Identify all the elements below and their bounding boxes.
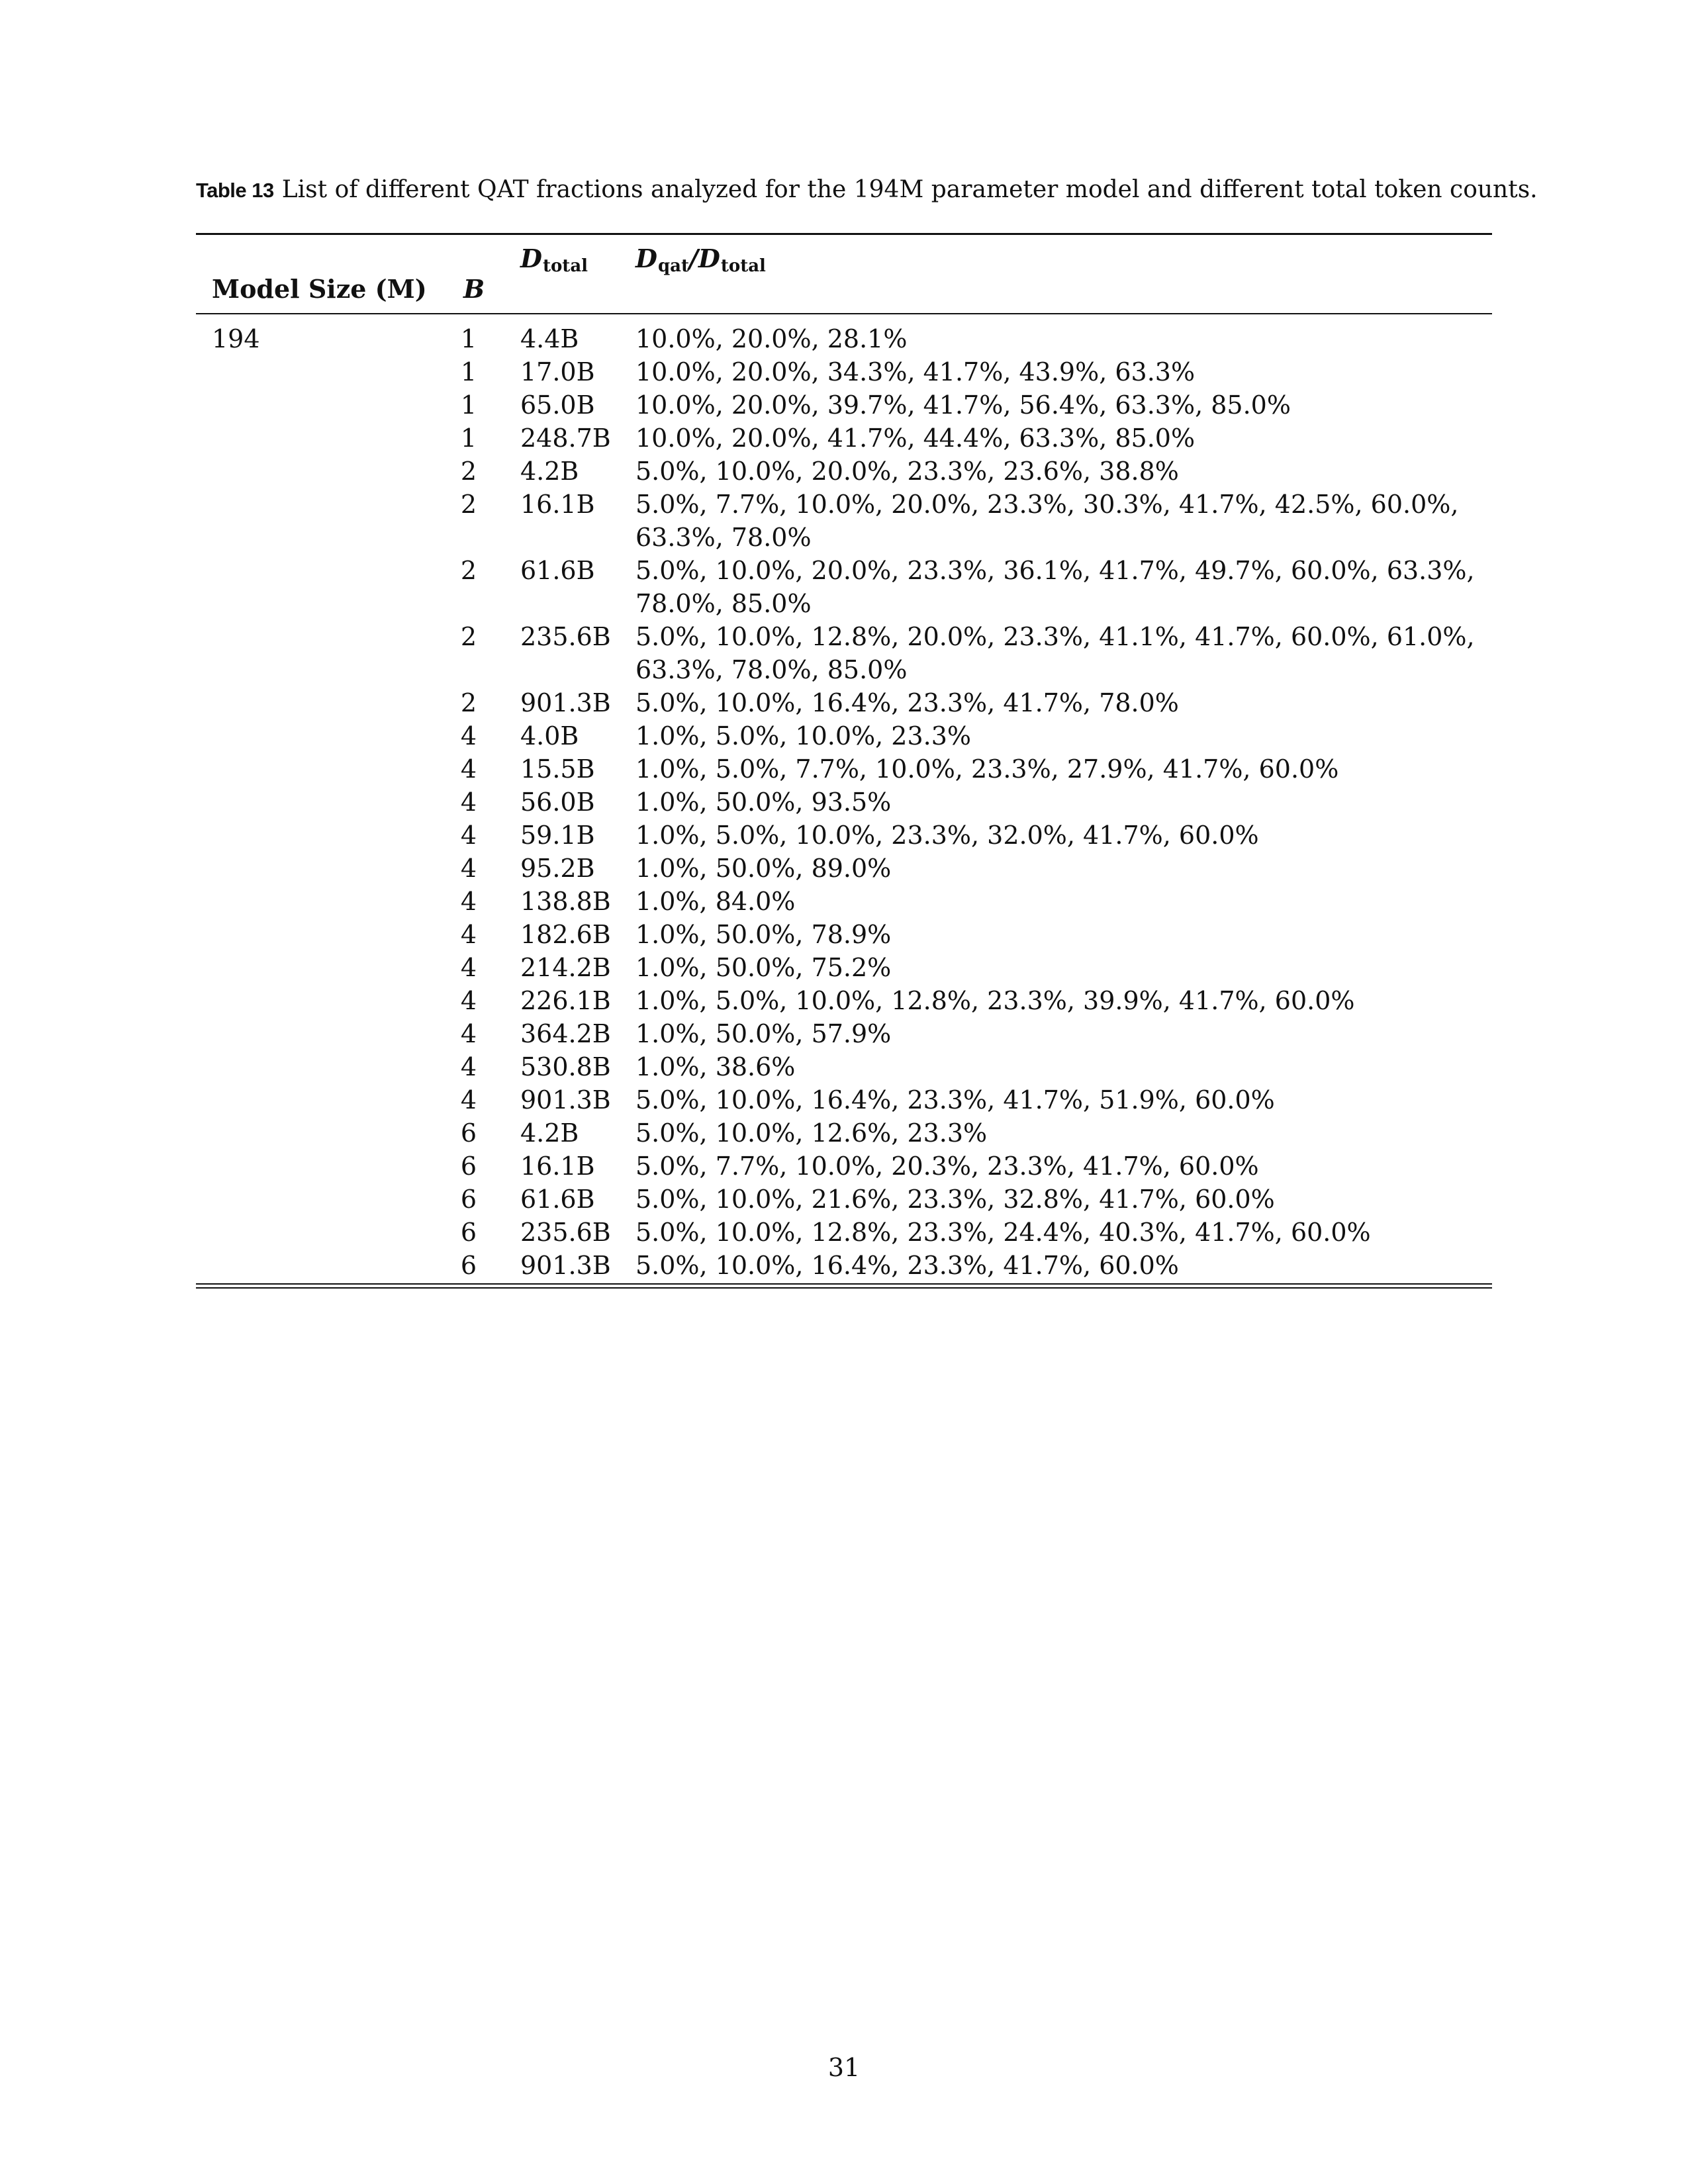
table-row xyxy=(196,1216,1492,1249)
table-row xyxy=(196,819,1492,852)
cell-bits: 2 xyxy=(460,556,477,585)
cell-bits: 4 xyxy=(460,721,477,751)
cell-bits: 4 xyxy=(460,1019,477,1048)
cell-bits: 1 xyxy=(460,324,477,353)
table-row xyxy=(196,488,1492,554)
cell-d-total: 248.7B xyxy=(520,424,611,453)
cell-bits: 4 xyxy=(460,1052,477,1081)
cell-qat-fractions: 1.0%, 5.0%, 7.7%, 10.0%, 23.3%, 27.9%, 41.7%, 60.0% xyxy=(635,754,1339,784)
cell-d-total: 364.2B xyxy=(520,1019,611,1048)
cell-d-total: 17.0B xyxy=(520,357,595,387)
header-d-total-subscript: total xyxy=(542,256,588,276)
table-caption-text: List of different QAT fractions analyzed for the 194M parameter model and different total token counts. xyxy=(281,176,1538,203)
cell-qat-fractions: 5.0%, 10.0%, 20.0%, 23.3%, 23.6%, 38.8% xyxy=(635,457,1179,486)
header-frac-separator: / xyxy=(689,244,698,273)
table-row xyxy=(196,885,1492,918)
table-row xyxy=(196,620,1492,686)
table-row xyxy=(196,852,1492,885)
cell-qat-fractions: 1.0%, 84.0% xyxy=(635,887,796,916)
cell-d-total: 95.2B xyxy=(520,854,595,883)
cell-d-total: 65.0B xyxy=(520,390,595,420)
table-bottom-rule xyxy=(196,1283,1492,1289)
cell-bits: 2 xyxy=(460,457,477,486)
table-row xyxy=(196,984,1492,1017)
cell-bits: 1 xyxy=(460,424,477,453)
cell-bits: 4 xyxy=(460,1085,477,1115)
cell-qat-fractions: 5.0%, 10.0%, 16.4%, 23.3%, 41.7%, 78.0% xyxy=(635,688,1179,717)
table-row xyxy=(196,554,1492,620)
table-row xyxy=(196,1249,1492,1282)
cell-qat-fractions: 5.0%, 10.0%, 12.8%, 20.0%, 23.3%, 41.1%, 41.7%, 60.0%, 61.0%, 63.3%, 78.0%, 85.0% xyxy=(635,622,1475,684)
header-bits: B xyxy=(463,274,485,304)
header-frac-symbol-2: D xyxy=(698,244,720,273)
cell-qat-fractions: 1.0%, 50.0%, 75.2% xyxy=(635,953,892,982)
header-d-total-symbol: D xyxy=(520,244,542,273)
header-d-total xyxy=(520,244,588,281)
cell-bits: 6 xyxy=(460,1218,477,1247)
table-row xyxy=(196,1050,1492,1083)
cell-d-total: 61.6B xyxy=(520,1185,595,1214)
cell-bits: 2 xyxy=(460,622,477,651)
table-row xyxy=(196,1017,1492,1050)
cell-qat-fractions: 1.0%, 5.0%, 10.0%, 12.8%, 23.3%, 39.9%, 41.7%, 60.0% xyxy=(635,986,1355,1015)
header-model-size: Model Size (M) xyxy=(212,274,427,304)
cell-d-total: 214.2B xyxy=(520,953,611,982)
table-header xyxy=(196,235,1492,313)
cell-d-total: 235.6B xyxy=(520,622,611,651)
cell-bits: 6 xyxy=(460,1152,477,1181)
cell-d-total: 226.1B xyxy=(520,986,611,1015)
table-row xyxy=(196,1150,1492,1183)
cell-qat-fractions: 5.0%, 10.0%, 12.8%, 23.3%, 24.4%, 40.3%, 41.7%, 60.0% xyxy=(635,1218,1371,1247)
cell-qat-fractions: 1.0%, 50.0%, 89.0% xyxy=(635,854,892,883)
cell-qat-fractions: 1.0%, 38.6% xyxy=(635,1052,796,1081)
cell-d-total: 56.0B xyxy=(520,788,595,817)
cell-bits: 4 xyxy=(460,920,477,949)
cell-bits: 1 xyxy=(460,357,477,387)
table-caption-label: Table 13 xyxy=(196,179,274,202)
cell-bits: 4 xyxy=(460,986,477,1015)
cell-qat-fractions: 1.0%, 50.0%, 57.9% xyxy=(635,1019,892,1048)
cell-qat-fractions: 1.0%, 50.0%, 93.5% xyxy=(635,788,892,817)
table-row xyxy=(196,918,1492,951)
cell-qat-fractions: 5.0%, 10.0%, 20.0%, 23.3%, 36.1%, 41.7%, 49.7%, 60.0%, 63.3%, 78.0%, 85.0% xyxy=(635,556,1475,618)
cell-bits: 4 xyxy=(460,821,477,850)
cell-model-size: 194 xyxy=(212,324,260,353)
cell-bits: 2 xyxy=(460,688,477,717)
qat-fractions-table xyxy=(196,233,1492,1289)
table-row xyxy=(196,322,1492,355)
cell-qat-fractions: 10.0%, 20.0%, 34.3%, 41.7%, 43.9%, 63.3% xyxy=(635,357,1196,387)
cell-bits: 4 xyxy=(460,953,477,982)
cell-qat-fractions: 10.0%, 20.0%, 41.7%, 44.4%, 63.3%, 85.0% xyxy=(635,424,1196,453)
header-frac-subscript-2: total xyxy=(720,256,766,276)
cell-qat-fractions: 1.0%, 5.0%, 10.0%, 23.3% xyxy=(635,721,971,751)
cell-d-total: 901.3B xyxy=(520,688,611,717)
table-row xyxy=(196,455,1492,488)
cell-qat-fractions: 5.0%, 7.7%, 10.0%, 20.3%, 23.3%, 41.7%, 60.0% xyxy=(635,1152,1259,1181)
cell-bits: 6 xyxy=(460,1251,477,1280)
cell-qat-fractions: 10.0%, 20.0%, 28.1% xyxy=(635,324,908,353)
header-frac-symbol-1: D xyxy=(635,244,657,273)
cell-bits: 4 xyxy=(460,754,477,784)
table-caption xyxy=(196,173,1538,207)
cell-bits: 4 xyxy=(460,788,477,817)
cell-qat-fractions: 5.0%, 10.0%, 16.4%, 23.3%, 41.7%, 60.0% xyxy=(635,1251,1179,1280)
cell-d-total: 901.3B xyxy=(520,1085,611,1115)
table-row xyxy=(196,1116,1492,1150)
cell-d-total: 235.6B xyxy=(520,1218,611,1247)
cell-bits: 6 xyxy=(460,1185,477,1214)
cell-qat-fractions: 5.0%, 10.0%, 12.6%, 23.3% xyxy=(635,1118,988,1148)
table-row xyxy=(196,752,1492,786)
cell-bits: 6 xyxy=(460,1118,477,1148)
cell-d-total: 530.8B xyxy=(520,1052,611,1081)
cell-qat-fractions: 10.0%, 20.0%, 39.7%, 41.7%, 56.4%, 63.3%, 85.0% xyxy=(635,390,1291,420)
cell-d-total: 901.3B xyxy=(520,1251,611,1280)
cell-qat-fractions: 1.0%, 50.0%, 78.9% xyxy=(635,920,892,949)
cell-d-total: 16.1B xyxy=(520,1152,595,1181)
table-row xyxy=(196,1183,1492,1216)
cell-d-total: 4.0B xyxy=(520,721,579,751)
cell-qat-fractions: 5.0%, 7.7%, 10.0%, 20.0%, 23.3%, 30.3%, 41.7%, 42.5%, 60.0%, 63.3%, 78.0% xyxy=(635,490,1459,552)
table-row xyxy=(196,951,1492,984)
cell-d-total: 4.2B xyxy=(520,457,579,486)
table-row xyxy=(196,388,1492,422)
cell-d-total: 4.4B xyxy=(520,324,579,353)
table-row xyxy=(196,719,1492,752)
cell-qat-fractions: 1.0%, 5.0%, 10.0%, 23.3%, 32.0%, 41.7%, 60.0% xyxy=(635,821,1259,850)
cell-bits: 2 xyxy=(460,490,477,519)
cell-d-total: 61.6B xyxy=(520,556,595,585)
table-row xyxy=(196,786,1492,819)
cell-d-total: 59.1B xyxy=(520,821,595,850)
cell-qat-fractions: 5.0%, 10.0%, 21.6%, 23.3%, 32.8%, 41.7%, 60.0% xyxy=(635,1185,1275,1214)
cell-qat-fractions: 5.0%, 10.0%, 16.4%, 23.3%, 41.7%, 51.9%, 60.0% xyxy=(635,1085,1275,1115)
table-row xyxy=(196,422,1492,455)
cell-d-total: 182.6B xyxy=(520,920,611,949)
cell-bits: 1 xyxy=(460,390,477,420)
header-frac-subscript-1: qat xyxy=(657,256,689,276)
cell-bits: 4 xyxy=(460,887,477,916)
cell-bits: 4 xyxy=(460,854,477,883)
table-row xyxy=(196,355,1492,388)
cell-d-total: 15.5B xyxy=(520,754,595,784)
table-row xyxy=(196,1083,1492,1116)
cell-d-total: 138.8B xyxy=(520,887,611,916)
header-qat-fraction xyxy=(635,244,766,281)
table-row xyxy=(196,686,1492,719)
page-number: 31 xyxy=(827,2053,861,2082)
cell-d-total: 4.2B xyxy=(520,1118,579,1148)
cell-d-total: 16.1B xyxy=(520,490,595,519)
table-body xyxy=(196,314,1492,1283)
